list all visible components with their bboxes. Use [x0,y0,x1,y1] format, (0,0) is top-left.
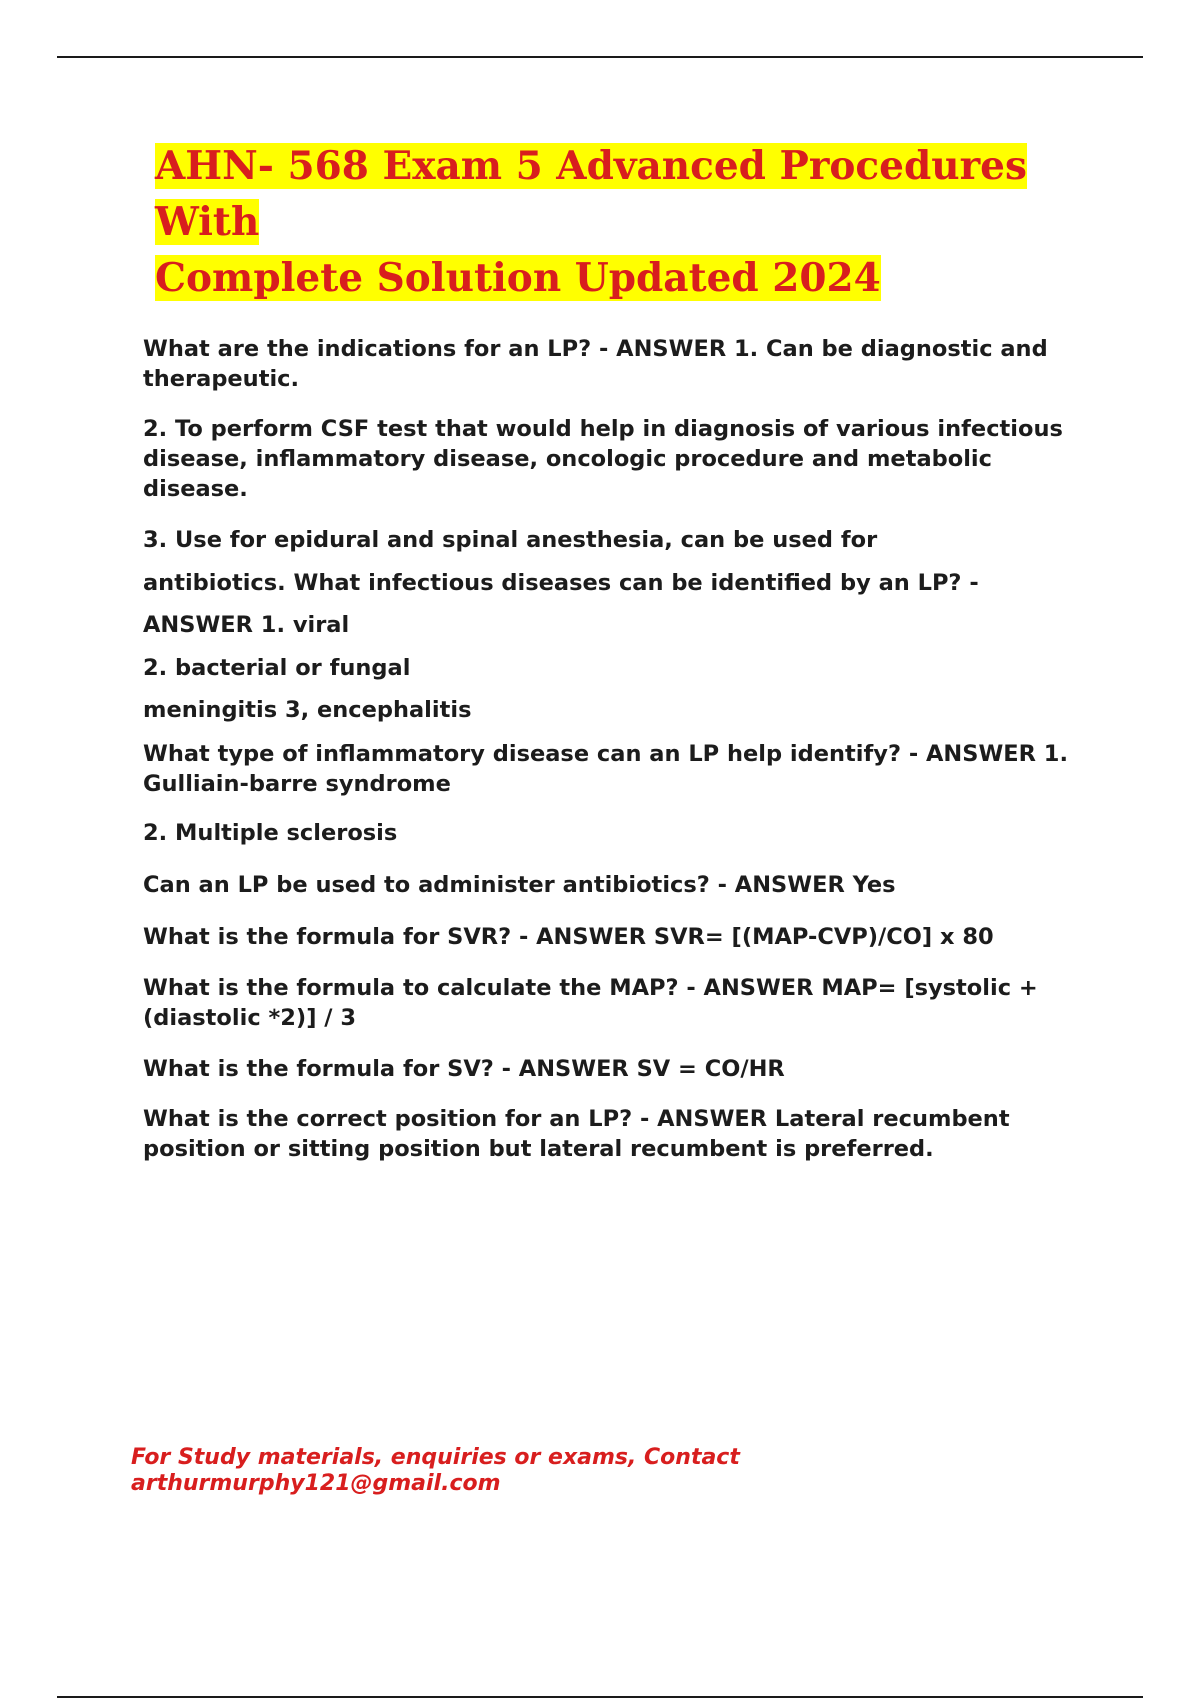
qa-line-bacterial: 2. bacterial or fungal [143,655,411,681]
qa-line-anesthesia: 3. Use for epidural and spinal anesthesia, can be used for [143,527,878,553]
qa-line-multiple-sclerosis: 2. Multiple sclerosis [143,820,398,846]
title-line-1: AHN- 568 Exam 5 Advanced Procedures With [155,143,1027,245]
footer-email: arthurmurphy121@gmail.com [131,1471,501,1496]
qa-line-meningitis: meningitis 3, encephalitis [143,697,472,723]
document-title [155,138,1115,306]
qa-line-viral: ANSWER 1. viral [143,612,350,638]
footer-text: For Study materials, enquiries or exams, Contact [131,1445,740,1470]
qa-paragraph-indications: What are the indications for an LP? - ANSWER 1. Can be diagnostic and therapeutic. [143,336,1048,392]
top-rule [57,56,1143,58]
qa-paragraph-csf-test: 2. To perform CSF test that would help in diagnosis of various infectious disease, inflammatory disease, oncologic procedure and metabolic disease. [143,416,1063,502]
qa-line-antibiotics: Can an LP be used to administer antibiotics? - ANSWER Yes [143,872,896,898]
qa-line-infectious-question: antibiotics. What infectious diseases can be identified by an LP? - [143,570,979,596]
qa-line-svr-formula: What is the formula for SVR? - ANSWER SVR= [(MAP-CVP)/CO] x 80 [143,924,994,950]
qa-paragraph-map-formula: What is the formula to calculate the MAP? - ANSWER MAP= [systolic + (diastolic *2)] / 3 [143,975,1038,1031]
qa-line-sv-formula: What is the formula for SV? - ANSWER SV = CO/HR [143,1056,785,1082]
qa-paragraph-lp-position: What is the correct position for an LP? - ANSWER Lateral recumbent position or sitting position but lateral recumbent is preferred. [143,1106,1010,1162]
bottom-rule [57,1696,1143,1698]
qa-paragraph-inflammatory: What type of inflammatory disease can an LP help identify? - ANSWER 1. Gulliain-barre syndrome [143,741,1068,797]
title-line-2: Complete Solution Updated 2024 [155,255,881,301]
contact-footer [131,1445,1031,1497]
